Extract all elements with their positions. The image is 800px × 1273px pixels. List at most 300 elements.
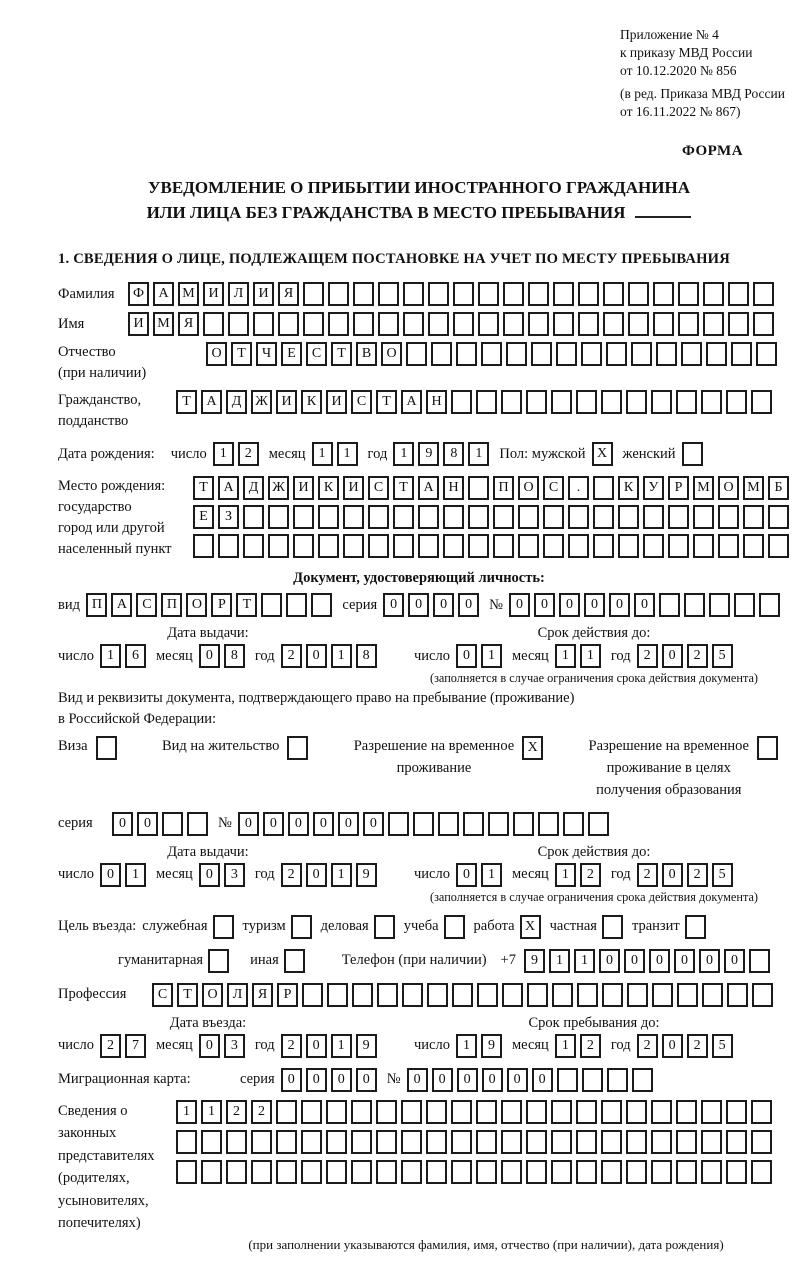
char-box <box>468 476 489 500</box>
char-box <box>493 534 514 558</box>
reps-cells-1 <box>176 1100 772 1124</box>
char-box <box>652 983 673 1007</box>
char-box <box>526 390 547 414</box>
char-box: 2 <box>580 863 601 887</box>
char-box <box>756 342 777 366</box>
char-box <box>718 534 739 558</box>
char-box: С <box>351 390 372 414</box>
char-box: Р <box>668 476 689 500</box>
char-box <box>378 282 399 306</box>
phone-cells <box>524 949 770 973</box>
doc-series-cells <box>383 593 479 617</box>
char-box <box>749 949 770 973</box>
char-box: 5 <box>712 644 733 668</box>
char-box: 9 <box>356 1034 377 1058</box>
char-box: 1 <box>176 1100 197 1124</box>
char-box <box>426 1100 447 1124</box>
char-box <box>513 812 534 836</box>
appendix-header <box>620 26 800 121</box>
char-box: 1 <box>481 644 502 668</box>
purpose-study: учеба <box>404 915 465 939</box>
month-label: месяц <box>511 866 549 883</box>
char-box <box>563 812 584 836</box>
char-box: 0 <box>356 1068 377 1092</box>
month-label: месяц <box>511 1037 549 1054</box>
char-box <box>553 282 574 306</box>
stay-doc-text: Вид и реквизиты документа, подтверждающего право на пребывание (проживание) в Российской Федерации: <box>58 690 575 728</box>
char-box <box>276 1100 297 1124</box>
char-box <box>607 1068 628 1092</box>
citizenship-label: Гражданство, подданство <box>58 392 142 430</box>
permit-number-cells <box>238 812 609 836</box>
char-box <box>502 983 523 1007</box>
purpose-transit: транзит <box>632 915 706 939</box>
char-box: Н <box>426 390 447 414</box>
doc-kind-label: вид <box>58 596 80 613</box>
char-box <box>501 390 522 414</box>
char-box <box>576 390 597 414</box>
char-box <box>703 312 724 336</box>
char-box: 9 <box>418 442 439 466</box>
forma-label: ФОРМА <box>681 143 744 160</box>
char-box: 0 <box>100 863 121 887</box>
month-label: месяц <box>268 445 306 462</box>
char-box <box>718 505 739 529</box>
char-box <box>293 534 314 558</box>
char-box <box>734 593 755 617</box>
series-label: серия <box>240 1071 275 1088</box>
char-box <box>476 1160 497 1184</box>
char-box: 2 <box>251 1100 272 1124</box>
char-box <box>552 983 573 1007</box>
char-box <box>581 342 602 366</box>
char-box: X <box>520 915 541 939</box>
char-box: 0 <box>263 812 284 836</box>
entry-dates-row <box>58 1015 780 1058</box>
char-box: 1 <box>456 1034 477 1058</box>
other-checkbox <box>284 949 305 973</box>
char-box: А <box>418 476 439 500</box>
char-box <box>406 342 427 366</box>
char-box <box>453 282 474 306</box>
char-box <box>582 1068 603 1092</box>
temp-permit-checkbox <box>522 736 543 760</box>
char-box <box>377 983 398 1007</box>
char-box <box>478 282 499 306</box>
char-box <box>276 1160 297 1184</box>
char-box: 9 <box>524 949 545 973</box>
char-box: 0 <box>509 593 530 617</box>
char-box <box>768 505 789 529</box>
char-box: Р <box>277 983 298 1007</box>
char-box <box>261 593 282 617</box>
permit-series-row <box>58 812 780 836</box>
visa-checkbox <box>96 736 117 760</box>
char-box <box>726 1100 747 1124</box>
char-box: Д <box>226 390 247 414</box>
char-box <box>752 983 773 1007</box>
char-box: И <box>253 282 274 306</box>
char-box: Я <box>278 282 299 306</box>
char-box: 0 <box>137 812 158 836</box>
char-box <box>527 983 548 1007</box>
char-box <box>301 1130 322 1154</box>
char-box: М <box>178 282 199 306</box>
char-box <box>676 1130 697 1154</box>
permit-valid-group <box>414 844 774 905</box>
permit-issue-month-cells <box>199 863 245 887</box>
temp-permit-label: Разрешение на временное проживание <box>353 738 515 777</box>
char-box: П <box>493 476 514 500</box>
permit-issue-day-cells <box>100 863 146 887</box>
char-box <box>368 505 389 529</box>
char-box: З <box>218 505 239 529</box>
identity-doc-header: Документ, удостоверяющий личность: <box>293 570 545 587</box>
char-box <box>251 1130 272 1154</box>
char-box: Л <box>227 983 248 1007</box>
char-box: Т <box>393 476 414 500</box>
char-box <box>743 505 764 529</box>
char-box <box>376 1130 397 1154</box>
char-box: 9 <box>356 863 377 887</box>
char-box <box>378 312 399 336</box>
char-box: П <box>161 593 182 617</box>
char-box <box>606 342 627 366</box>
sex-female-label: женский <box>622 445 676 462</box>
char-box <box>353 312 374 336</box>
transit-checkbox <box>685 915 706 939</box>
char-box <box>551 1130 572 1154</box>
char-box <box>651 1130 672 1154</box>
char-box <box>668 505 689 529</box>
purpose-label: Цель въезда: <box>58 918 137 935</box>
representatives-cells <box>176 1100 772 1190</box>
char-box: Т <box>376 390 397 414</box>
char-box <box>276 1130 297 1154</box>
char-box <box>303 282 324 306</box>
char-box: 0 <box>532 1068 553 1092</box>
profession-label: Профессия <box>58 986 127 1003</box>
profession-row <box>58 983 780 1007</box>
char-box: 8 <box>443 442 464 466</box>
char-box <box>503 282 524 306</box>
char-box: Ж <box>251 390 272 414</box>
char-box <box>468 534 489 558</box>
char-box <box>626 1160 647 1184</box>
tourism-checkbox <box>291 915 312 939</box>
char-box <box>728 312 749 336</box>
char-box <box>627 983 648 1007</box>
char-box: 0 <box>662 1034 683 1058</box>
char-box <box>628 312 649 336</box>
purpose-other: иная <box>250 949 305 973</box>
char-box: 1 <box>555 1034 576 1058</box>
char-box <box>526 1130 547 1154</box>
sex-male-label: Пол: мужской <box>499 445 586 462</box>
entry-day-cells <box>100 1034 146 1058</box>
char-box: X <box>522 736 543 760</box>
char-box <box>478 312 499 336</box>
char-box: В <box>356 342 377 366</box>
char-box <box>501 1130 522 1154</box>
char-box: 5 <box>712 863 733 887</box>
char-box <box>428 282 449 306</box>
permit-issue-group <box>58 844 414 905</box>
char-box <box>501 1100 522 1124</box>
char-box: Ж <box>268 476 289 500</box>
char-box <box>228 312 249 336</box>
number-sign: № <box>489 596 503 613</box>
char-box <box>268 505 289 529</box>
char-box <box>656 342 677 366</box>
char-box: П <box>86 593 107 617</box>
char-box <box>678 312 699 336</box>
char-box <box>403 282 424 306</box>
surname-row <box>58 282 780 306</box>
char-box: Е <box>281 342 302 366</box>
given-name-cells <box>128 312 774 336</box>
char-box: . <box>568 476 589 500</box>
char-box: Т <box>236 593 257 617</box>
char-box: 0 <box>699 949 720 973</box>
char-box <box>543 505 564 529</box>
document-title-line1: УВЕДОМЛЕНИЕ О ПРИБЫТИИ ИНОСТРАННОГО ГРАЖДАНИНА <box>148 178 690 198</box>
char-box <box>693 505 714 529</box>
char-box <box>413 812 434 836</box>
char-box <box>643 505 664 529</box>
appendix-line: к приказу МВД России <box>620 44 753 60</box>
char-box <box>393 505 414 529</box>
form-body <box>58 282 783 1252</box>
day-label: число <box>58 1037 94 1054</box>
char-box <box>328 282 349 306</box>
char-box <box>208 949 229 973</box>
char-box <box>503 312 524 336</box>
reps-cells-3 <box>176 1160 772 1184</box>
char-box <box>327 983 348 1007</box>
char-box <box>751 1160 772 1184</box>
char-box <box>726 1160 747 1184</box>
char-box <box>301 1160 322 1184</box>
purpose-tourism: туризм <box>243 915 312 939</box>
char-box <box>468 505 489 529</box>
char-box <box>751 1100 772 1124</box>
char-box <box>751 1130 772 1154</box>
char-box <box>593 534 614 558</box>
char-box <box>676 1160 697 1184</box>
char-box <box>626 1100 647 1124</box>
birth-day-cells <box>213 442 259 466</box>
char-box <box>578 312 599 336</box>
doc-issue-group <box>58 625 414 686</box>
char-box <box>727 983 748 1007</box>
char-box <box>651 1160 672 1184</box>
char-box <box>601 390 622 414</box>
char-box: К <box>318 476 339 500</box>
char-box <box>728 282 749 306</box>
char-box <box>426 1160 447 1184</box>
char-box: 9 <box>481 1034 502 1058</box>
char-box: Т <box>231 342 252 366</box>
identity-doc-row <box>58 593 780 617</box>
char-box <box>162 812 183 836</box>
char-box: 0 <box>649 949 670 973</box>
char-box: С <box>306 342 327 366</box>
char-box: 0 <box>112 812 133 836</box>
representatives-note: (при заполнении указываются фамилия, имя, отчество (при наличии), дата рождения) <box>248 1236 724 1252</box>
char-box: 1 <box>468 442 489 466</box>
char-box <box>726 390 747 414</box>
temp-permit-edu-checkbox <box>757 736 778 760</box>
char-box: Ф <box>128 282 149 306</box>
char-box: А <box>401 390 422 414</box>
char-box: 1 <box>331 644 352 668</box>
char-box: Н <box>443 476 464 500</box>
char-box <box>753 282 774 306</box>
purpose-work: работа X <box>474 915 541 939</box>
char-box <box>682 442 703 466</box>
doc-number-cells <box>509 593 780 617</box>
doc-valid-year-cells <box>637 644 733 668</box>
char-box <box>731 342 752 366</box>
mig-series-cells <box>281 1068 377 1092</box>
char-box: 1 <box>481 863 502 887</box>
stay-until-title: Срок пребывания до: <box>528 1014 660 1031</box>
char-box: 0 <box>199 1034 220 1058</box>
char-box <box>226 1160 247 1184</box>
char-box <box>243 534 264 558</box>
char-box <box>684 593 705 617</box>
char-box <box>551 1100 572 1124</box>
char-box: 1 <box>580 644 601 668</box>
residence-permit-label: Вид на жительство <box>161 738 280 755</box>
char-box: 1 <box>201 1100 222 1124</box>
stay-month-cells <box>555 1034 601 1058</box>
char-box <box>526 1100 547 1124</box>
char-box: 0 <box>482 1068 503 1092</box>
char-box <box>352 983 373 1007</box>
char-box: О <box>206 342 227 366</box>
birthplace-cells-2 <box>193 505 789 529</box>
char-box <box>693 534 714 558</box>
surname-label: Фамилия <box>58 285 115 302</box>
char-box: И <box>203 282 224 306</box>
birthplace-cells-1 <box>193 476 789 500</box>
year-label: год <box>254 1037 275 1054</box>
char-box <box>576 1160 597 1184</box>
char-box: М <box>693 476 714 500</box>
char-box <box>518 505 539 529</box>
char-box: О <box>202 983 223 1007</box>
purpose-humanitarian: гуманитарная <box>118 949 229 973</box>
char-box: 0 <box>306 1034 327 1058</box>
birthplace-cells-3 <box>193 534 789 558</box>
day-label: число <box>414 647 450 664</box>
entry-date-title: Дата въезда: <box>169 1014 247 1031</box>
char-box <box>301 1100 322 1124</box>
char-box <box>702 983 723 1007</box>
study-checkbox <box>444 915 465 939</box>
char-box <box>651 1100 672 1124</box>
char-box: 1 <box>337 442 358 466</box>
edition-line: от 16.11.2022 № 867) <box>620 104 741 120</box>
number-sign: № <box>386 1071 401 1088</box>
char-box: 0 <box>457 1068 478 1092</box>
char-box <box>526 1160 547 1184</box>
char-box: Е <box>193 505 214 529</box>
patronymic-row <box>58 342 780 384</box>
char-box <box>393 534 414 558</box>
char-box <box>284 949 305 973</box>
char-box <box>578 282 599 306</box>
char-box <box>293 505 314 529</box>
char-box <box>353 282 374 306</box>
char-box <box>577 983 598 1007</box>
citizenship-row <box>58 390 780 432</box>
day-label: число <box>58 647 94 664</box>
char-box <box>751 390 772 414</box>
char-box <box>501 1160 522 1184</box>
char-box <box>653 282 674 306</box>
char-box <box>618 505 639 529</box>
char-box: Т <box>176 390 197 414</box>
char-box: И <box>293 476 314 500</box>
valid-note: (заполняется в случае ограничения срока действия документа) <box>429 671 759 686</box>
char-box <box>343 505 364 529</box>
series-label: серия <box>342 596 378 613</box>
representatives-label: Сведения о законных представителях (родителях, усыновителях, попечителях) <box>58 1102 155 1232</box>
char-box: 5 <box>712 1034 733 1058</box>
appendix-line: Приложение № 4 <box>620 27 719 42</box>
char-box: 0 <box>634 593 655 617</box>
char-box <box>176 1130 197 1154</box>
char-box: И <box>326 390 347 414</box>
issue-date-title: Дата выдачи: <box>167 843 249 860</box>
char-box <box>628 282 649 306</box>
month-label: месяц <box>155 866 193 883</box>
birthplace-label: Место рождения: государство город или другой населенный пункт <box>58 478 172 558</box>
char-box: С <box>152 983 173 1007</box>
given-name-label: Имя <box>58 315 85 332</box>
char-box <box>451 1130 472 1154</box>
month-label: месяц <box>155 1037 193 1054</box>
humanitarian-checkbox <box>208 949 229 973</box>
business-checkbox <box>213 915 234 939</box>
char-box <box>726 1130 747 1154</box>
char-box: Л <box>228 282 249 306</box>
stay-day-cells <box>456 1034 502 1058</box>
char-box: 0 <box>456 644 477 668</box>
char-box <box>593 505 614 529</box>
char-box: 0 <box>432 1068 453 1092</box>
char-box: 0 <box>363 812 384 836</box>
char-box <box>201 1160 222 1184</box>
char-box <box>603 282 624 306</box>
temp-permit-edu-label: Разрешение на временное проживание в целях получения образования <box>588 738 749 798</box>
char-box <box>326 1100 347 1124</box>
char-box <box>677 983 698 1007</box>
valid-until-title: Срок действия до: <box>537 843 651 860</box>
char-box: 0 <box>331 1068 352 1092</box>
patronymic-cells <box>206 342 777 366</box>
purpose-private: частная <box>550 915 623 939</box>
char-box <box>426 1130 447 1154</box>
char-box <box>528 282 549 306</box>
char-box <box>318 505 339 529</box>
char-box <box>676 390 697 414</box>
char-box: Б <box>768 476 789 500</box>
temp-permit-edu-option <box>589 736 778 801</box>
